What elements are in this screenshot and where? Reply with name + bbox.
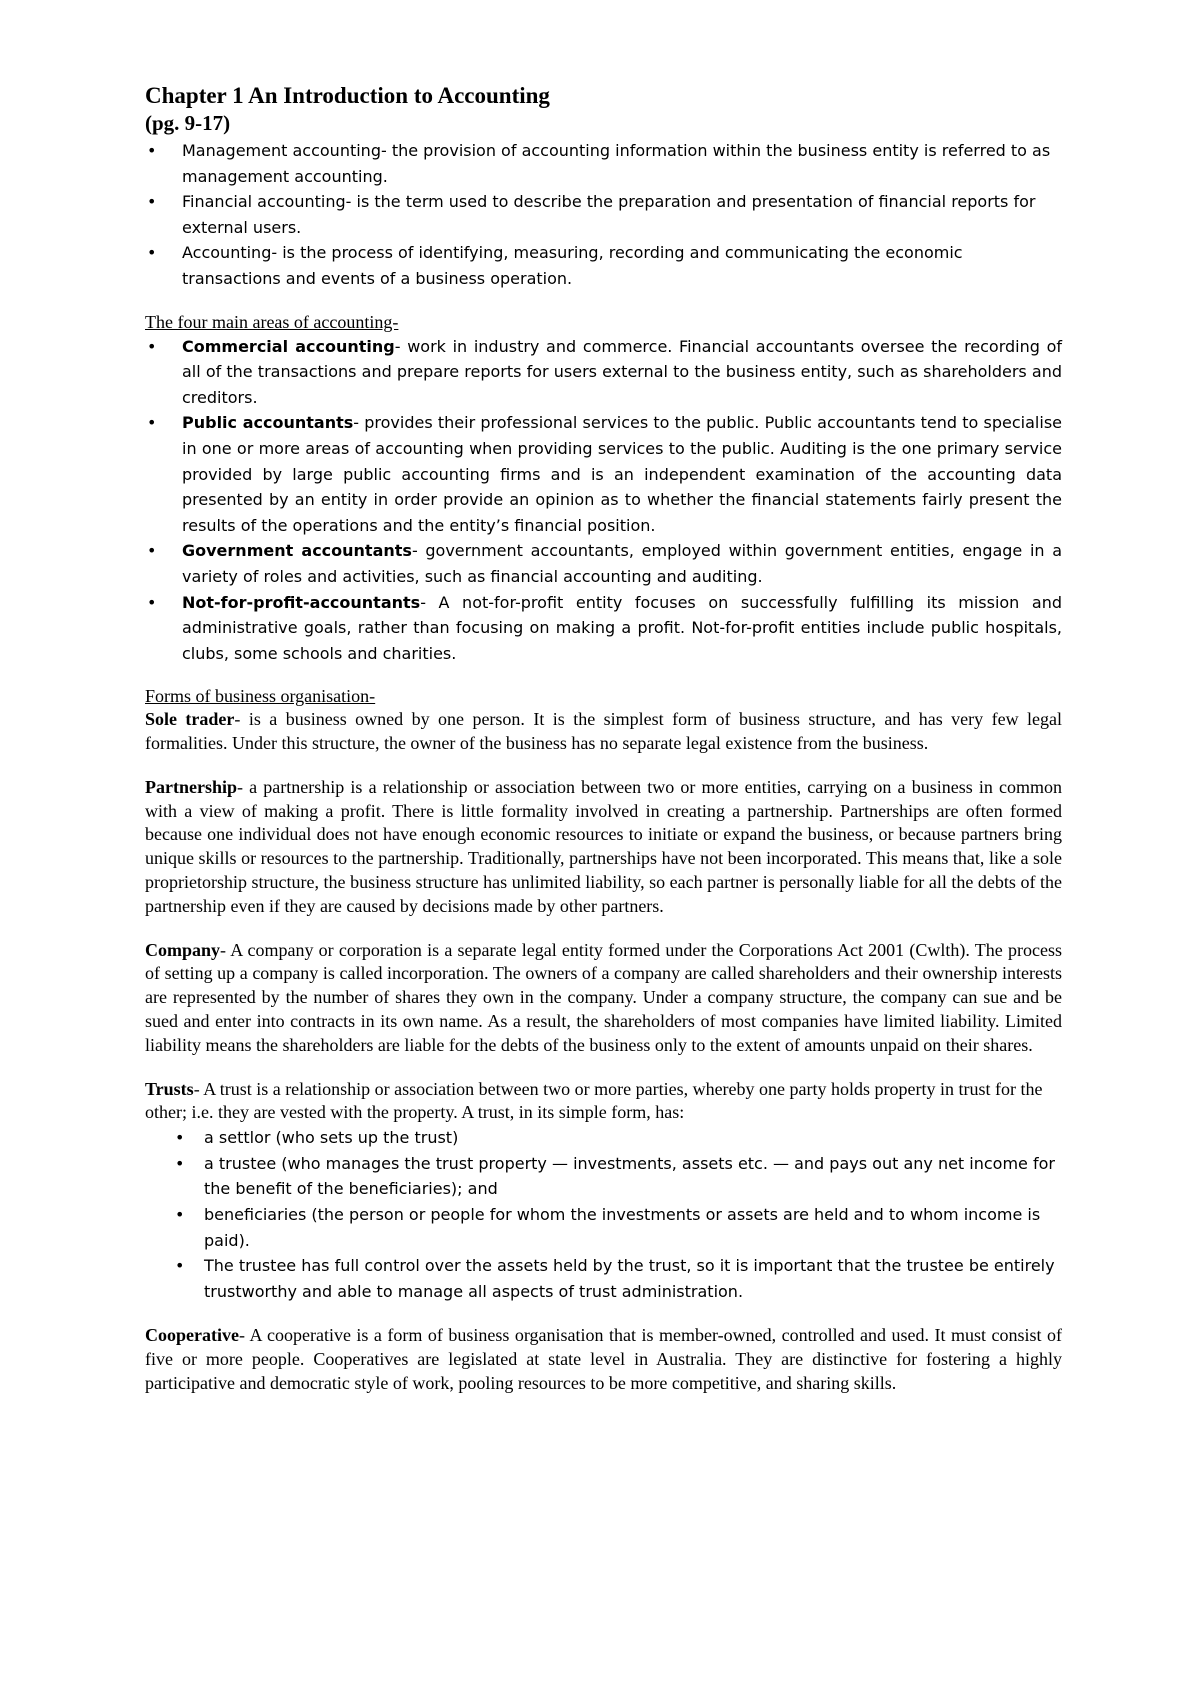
chapter-title: Chapter 1 An Introduction to Accounting xyxy=(145,83,550,108)
list-item: • a trustee (who manages the trust property — investments, assets etc. — and pays out any net income for the benefit of the beneficiaries); and xyxy=(175,1151,1062,1202)
bullet-icon: • xyxy=(147,192,157,212)
list-item: • Not-for-profit-accountants- A not-for-profit entity focuses on successfully fulfilling its mission and administrative goals, rather than focusing on making a profit. Not-for-profit entities include public hospitals, clubs, some schools and charities. xyxy=(145,590,1062,667)
definitions-list xyxy=(145,138,1062,292)
bullet-icon: • xyxy=(175,1128,185,1148)
list-item: • The trustee has full control over the assets held by the trust, so it is important that the trustee be entirely trustworthy and able to manage all aspects of trust administration. xyxy=(175,1253,1062,1304)
company-paragraph: Company- A company or corporation is a separate legal entity formed under the Corporations Act 2001 (Cwlth). The process of setting up a company is called incorporation. The owners of a company are called shareholders and their ownership interests are represented by the number of shares they own in the company. Under a company structure, the company can sue and be sued and enter into contracts in its own name. As a result, the shareholders of most companies have limited liability. Limited liability means the shareholders are liable for the debts of the business only to the extent of amounts unpaid on their shares. xyxy=(145,939,1062,1055)
bullet-icon: • xyxy=(147,141,157,160)
form-term: Cooperative xyxy=(145,1325,239,1346)
bullet-icon: • xyxy=(147,336,157,356)
areas-heading: The four main areas of accounting- xyxy=(145,311,399,332)
partnership-paragraph: Partnership- a partnership is a relationship or association between two or more entities, carrying on a business in common with a view of making a profit. There is little formality involved in creating a partnership. Partnerships are often formed because one individual does not have enough economic resources to initiate or expand the business, or because partners bring unique skills or resources to the partnership. Traditionally, partnerships have not been incorporated. This means that, like a sole proprietorship structure, the business structure has unlimited liability, so each partner is personally liable for all the debts of the partnership even if they are caused by decisions made by other partners. xyxy=(145,776,1062,916)
list-item: • Government accountants- government accountants, employed within government entities, engage in a variety of roles and activities, such as financial accounting and auditing. xyxy=(145,538,1062,589)
sole-trader-paragraph: Sole trader- is a business owned by one person. It is the simplest form of business structure, and has very few legal formalities. Under this structure, the owner of the business has no separate legal existence from the business. xyxy=(145,709,1062,754)
form-term: Partnership xyxy=(145,776,237,797)
cooperative-paragraph: Cooperative- A cooperative is a form of business organisation that is member-owned, controlled and used. It must consist of five or more people. Cooperatives are legislated at state level in Australia. They are distinctive for fostering a highly participative and democratic style of work, pooling resources to be more competitive, and sharing skills. xyxy=(145,1325,1062,1393)
bullet-icon: • xyxy=(175,1153,185,1173)
bullet-icon: • xyxy=(147,243,157,263)
area-term: Not-for-profit-accountants xyxy=(182,592,421,612)
bullet-icon: • xyxy=(175,1205,185,1225)
bullet-icon: • xyxy=(175,1256,185,1276)
list-item: • Accounting- is the process of identifying, measuring, recording and communicating the economic transactions and events of a business operation. xyxy=(145,240,1062,291)
trusts-paragraph: Trusts- A trust is a relationship or association between two or more parties, whereby one party holds property in trust for the other; i.e. they are vested with the property. A trust, in its simple form, has: xyxy=(145,1078,1043,1123)
trust-components-list xyxy=(145,1125,1062,1304)
list-item: • Management accounting- the provision of accounting information within the business entity is referred to as management accounting. xyxy=(145,138,1062,189)
list-item: • Financial accounting- is the term used to describe the preparation and presentation of financial reports for external users. xyxy=(145,189,1062,240)
bullet-icon: • xyxy=(147,541,157,561)
forms-heading: Forms of business organisation- xyxy=(145,686,376,707)
bullet-icon: • xyxy=(147,413,157,433)
form-term: Trusts xyxy=(145,1078,194,1099)
form-term: Company xyxy=(145,939,221,960)
list-item: • Commercial accounting- work in industry and commerce. Financial accountants oversee the recording of all of the transactions and prepare reports for users external to the business entity, such as shareholders and creditors. xyxy=(145,334,1062,411)
areas-list xyxy=(145,334,1062,667)
area-term: Government accountants xyxy=(182,541,412,561)
form-term: Sole trader xyxy=(145,709,235,730)
list-item: • beneficiaries (the person or people for whom the investments or assets are held and to whom income is paid). xyxy=(175,1202,1062,1253)
bullet-icon: • xyxy=(147,592,157,612)
list-item: • a settlor (who sets up the trust) xyxy=(175,1125,1062,1151)
page-range: (pg. 9-17) xyxy=(145,111,231,135)
area-term: Public accountants xyxy=(182,413,354,433)
area-term: Commercial accounting xyxy=(182,336,395,356)
list-item: • Public accountants- provides their professional services to the public. Public accountants tend to specialise in one or more areas of accounting when providing services to the public. Auditing is the one primary service provided by large public accounting firms and is an independent examination of the accounting data presented by an entity in order provide an opinion as to whether the financial statements fairly present the results of the operations and the entity’s financial position. xyxy=(145,410,1062,538)
